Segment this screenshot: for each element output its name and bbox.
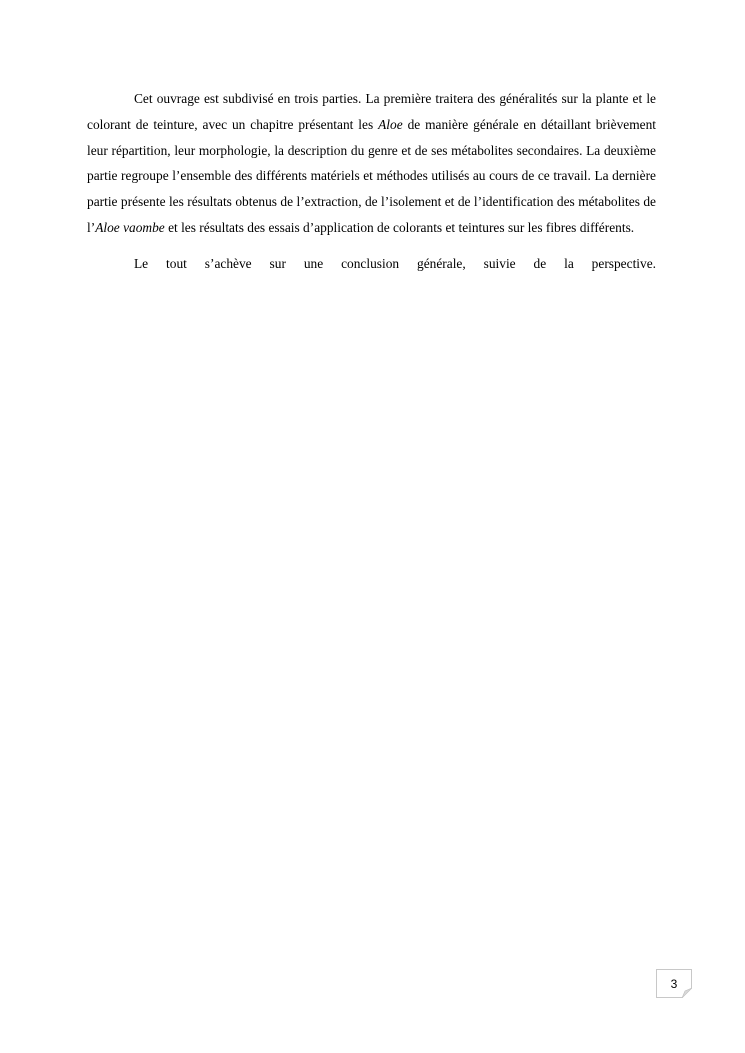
text-segment: et les résultats des essais d’application de colorants et teintures sur les fibres différents. <box>164 219 635 235</box>
species-name-aloe: Aloe <box>378 116 403 132</box>
page-number-box <box>656 969 692 998</box>
species-name-aloe-vaombe: Aloe vaombe <box>95 219 165 235</box>
text-segment: Cet ouvrage est subdivisé en trois parties. La première traitera des généralités sur la plante et le colorant de teinture, avec un chapitre présentant les <box>87 91 656 132</box>
paragraph-structure <box>87 86 656 241</box>
page-curl-icon <box>682 988 692 998</box>
paragraph-conclusion <box>87 251 656 277</box>
body-text <box>87 86 656 277</box>
page-number: 3 <box>670 977 678 991</box>
text-segment: Le tout s’achève sur une conclusion générale, suivie de la perspective. <box>134 255 656 271</box>
text-segment: de manière générale en détaillant brièvement leur répartition, leur morphologie, la description du genre et de ses métabolites secondaires. La deuxième partie regroupe l’ensemble des différents matériels et méthodes utilisés au cours de ce travail. La dernière partie présente les résultats obtenus de l’extraction, de l’isolement et de l’identification des métabolites de l’ <box>87 116 656 235</box>
